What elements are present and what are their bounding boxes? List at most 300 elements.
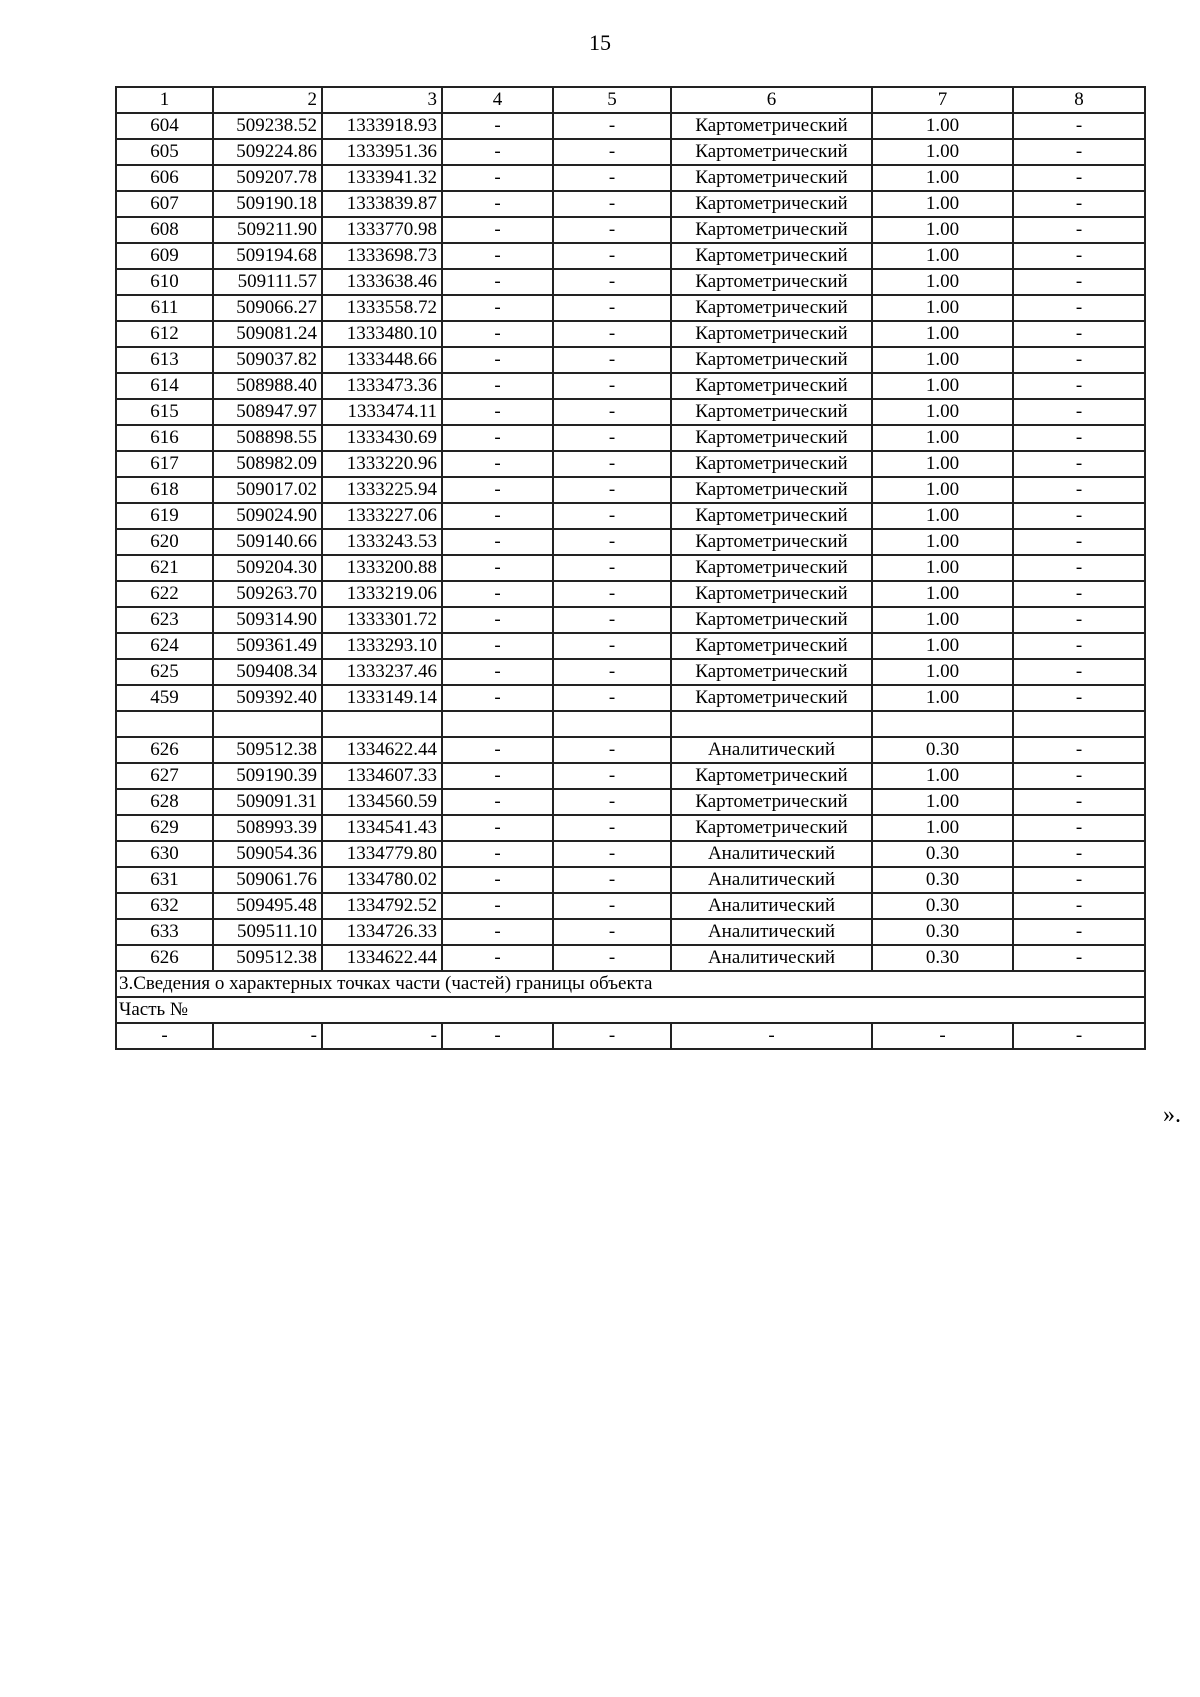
table-cell: 626 xyxy=(116,945,213,971)
table-cell: 509190.39 xyxy=(213,763,322,789)
table-cell: - xyxy=(442,347,553,373)
table-cell: 5 xyxy=(553,87,671,113)
table-cell: 2 xyxy=(213,87,322,113)
table-cell: - xyxy=(1013,347,1145,373)
table-cell: 0.30 xyxy=(872,893,1013,919)
table-cell: 618 xyxy=(116,477,213,503)
table-row xyxy=(116,945,1145,971)
table-cell: 626 xyxy=(116,737,213,763)
table-cell: - xyxy=(442,815,553,841)
table-cell: 608 xyxy=(116,217,213,243)
table-cell: - xyxy=(442,373,553,399)
table-cell: - xyxy=(1013,685,1145,711)
table-cell: 509194.68 xyxy=(213,243,322,269)
table-row xyxy=(116,243,1145,269)
table-cell: 509054.36 xyxy=(213,841,322,867)
table-cell: - xyxy=(442,503,553,529)
table-cell: - xyxy=(553,139,671,165)
table-cell: 1.00 xyxy=(872,113,1013,139)
table-cell: 1.00 xyxy=(872,217,1013,243)
table-cell: 1.00 xyxy=(872,451,1013,477)
table-cell: 1333149.14 xyxy=(322,685,442,711)
table-cell: 1333951.36 xyxy=(322,139,442,165)
table-cell: 509511.10 xyxy=(213,919,322,945)
table-cell: Картометрический xyxy=(671,763,872,789)
table-cell: - xyxy=(1013,763,1145,789)
table-cell: - xyxy=(553,321,671,347)
table-cell: - xyxy=(553,607,671,633)
table-cell: - xyxy=(1013,139,1145,165)
table-cell: Аналитический xyxy=(671,893,872,919)
table-cell: 1.00 xyxy=(872,295,1013,321)
table-cell: Картометрический xyxy=(671,659,872,685)
table-cell: 0.30 xyxy=(872,867,1013,893)
table-row xyxy=(116,217,1145,243)
table-cell: Аналитический xyxy=(671,945,872,971)
table-cell: 1.00 xyxy=(872,321,1013,347)
table-cell: 616 xyxy=(116,425,213,451)
table-cell: - xyxy=(1013,373,1145,399)
table-cell: Картометрический xyxy=(671,269,872,295)
table-cell: 617 xyxy=(116,451,213,477)
table-cell: 508993.39 xyxy=(213,815,322,841)
table-cell xyxy=(1013,711,1145,737)
table-cell: Картометрический xyxy=(671,815,872,841)
table-cell: - xyxy=(1013,529,1145,555)
table-cell: 622 xyxy=(116,581,213,607)
table-cell: - xyxy=(1013,581,1145,607)
table-cell: 509190.18 xyxy=(213,191,322,217)
table-cell: - xyxy=(1013,607,1145,633)
table-cell: - xyxy=(1013,841,1145,867)
table-row xyxy=(116,815,1145,841)
table-header-row xyxy=(116,87,1145,113)
table-cell: Картометрический xyxy=(671,607,872,633)
table-cell: - xyxy=(553,581,671,607)
table-cell: 509066.27 xyxy=(213,295,322,321)
table-cell: 614 xyxy=(116,373,213,399)
table-cell: - xyxy=(1013,893,1145,919)
table-cell: - xyxy=(553,1023,671,1049)
table-cell: - xyxy=(442,607,553,633)
table-cell: Картометрический xyxy=(671,399,872,425)
table-cell: 619 xyxy=(116,503,213,529)
table-cell: - xyxy=(553,451,671,477)
table-cell: 613 xyxy=(116,347,213,373)
table-cell: - xyxy=(1013,1023,1145,1049)
table-cell: 1.00 xyxy=(872,399,1013,425)
table-cell: 508982.09 xyxy=(213,451,322,477)
table-cell xyxy=(671,711,872,737)
section-title-row xyxy=(116,971,1145,997)
table-cell: 611 xyxy=(116,295,213,321)
table-cell: 1333638.46 xyxy=(322,269,442,295)
table-cell: 509024.90 xyxy=(213,503,322,529)
table-cell: - xyxy=(442,1023,553,1049)
table-cell: 459 xyxy=(116,685,213,711)
table-cell: - xyxy=(442,789,553,815)
table-cell: - xyxy=(442,581,553,607)
table-cell: 1.00 xyxy=(872,191,1013,217)
table-cell: - xyxy=(553,919,671,945)
table-cell: 1334779.80 xyxy=(322,841,442,867)
table-cell: 1333558.72 xyxy=(322,295,442,321)
table-cell: 1333770.98 xyxy=(322,217,442,243)
table-cell: 3 xyxy=(322,87,442,113)
table-cell: - xyxy=(442,191,553,217)
table-cell: Картометрический xyxy=(671,477,872,503)
table-row xyxy=(116,529,1145,555)
table-cell: - xyxy=(553,555,671,581)
table-cell: 509238.52 xyxy=(213,113,322,139)
table-cell xyxy=(553,711,671,737)
table-cell: 1.00 xyxy=(872,659,1013,685)
table-cell: 633 xyxy=(116,919,213,945)
table-cell: - xyxy=(553,373,671,399)
table-cell: Аналитический xyxy=(671,919,872,945)
table-cell: - xyxy=(442,841,553,867)
table-row xyxy=(116,503,1145,529)
table-cell: - xyxy=(1013,815,1145,841)
table-row xyxy=(116,893,1145,919)
table-cell: 620 xyxy=(116,529,213,555)
table-cell: 632 xyxy=(116,893,213,919)
table-cell: - xyxy=(553,477,671,503)
table-row xyxy=(116,841,1145,867)
table-cell: - xyxy=(442,243,553,269)
table-row xyxy=(116,581,1145,607)
table-cell: - xyxy=(1013,165,1145,191)
table-row xyxy=(116,191,1145,217)
table-separator-row xyxy=(116,711,1145,737)
table-cell: - xyxy=(1013,919,1145,945)
table-row xyxy=(116,113,1145,139)
table-cell: - xyxy=(1013,633,1145,659)
table-cell: 4 xyxy=(442,87,553,113)
table-cell: - xyxy=(1013,217,1145,243)
table-cell: - xyxy=(442,295,553,321)
table-cell: Картометрический xyxy=(671,321,872,347)
table-cell: 509207.78 xyxy=(213,165,322,191)
table-cell: 1333237.46 xyxy=(322,659,442,685)
table-cell: - xyxy=(1013,269,1145,295)
table-cell: - xyxy=(442,529,553,555)
table-row xyxy=(116,269,1145,295)
table-cell: 509512.38 xyxy=(213,737,322,763)
table-cell: - xyxy=(1013,659,1145,685)
table-cell: - xyxy=(442,451,553,477)
table-cell: - xyxy=(442,893,553,919)
table-cell: - xyxy=(553,867,671,893)
table-cell: Аналитический xyxy=(671,867,872,893)
table-cell: - xyxy=(553,425,671,451)
table-cell: 1.00 xyxy=(872,607,1013,633)
table-cell: - xyxy=(553,295,671,321)
table-cell: Картометрический xyxy=(671,139,872,165)
table-cell: Аналитический xyxy=(671,737,872,763)
table-cell: - xyxy=(553,815,671,841)
table-cell: - xyxy=(442,477,553,503)
table-cell: 1333430.69 xyxy=(322,425,442,451)
table-cell: - xyxy=(442,269,553,295)
table-cell: - xyxy=(442,399,553,425)
table-cell: - xyxy=(553,529,671,555)
table-cell xyxy=(213,711,322,737)
table-row xyxy=(116,347,1145,373)
table-cell: 509392.40 xyxy=(213,685,322,711)
table-row xyxy=(116,789,1145,815)
table-cell: - xyxy=(442,945,553,971)
table-cell: 0.30 xyxy=(872,945,1013,971)
table-cell: 1333698.73 xyxy=(322,243,442,269)
table-cell: 509211.90 xyxy=(213,217,322,243)
table-cell: 1.00 xyxy=(872,269,1013,295)
table-cell: - xyxy=(553,269,671,295)
table-cell: 509061.76 xyxy=(213,867,322,893)
table-cell: 1333839.87 xyxy=(322,191,442,217)
table-cell xyxy=(872,711,1013,737)
table-cell: - xyxy=(442,113,553,139)
table-cell: - xyxy=(1013,399,1145,425)
table-cell: 607 xyxy=(116,191,213,217)
table-cell: Картометрический xyxy=(671,503,872,529)
table-cell: - xyxy=(1013,477,1145,503)
table-cell: 624 xyxy=(116,633,213,659)
table-cell: - xyxy=(553,399,671,425)
table-cell: 509017.02 xyxy=(213,477,322,503)
table-cell: 7 xyxy=(872,87,1013,113)
table-cell: - xyxy=(1013,555,1145,581)
table-cell: - xyxy=(1013,789,1145,815)
table-row xyxy=(116,295,1145,321)
table-cell: 1333480.10 xyxy=(322,321,442,347)
table-cell: - xyxy=(553,841,671,867)
table-cell: Картометрический xyxy=(671,451,872,477)
table-cell: Картометрический xyxy=(671,165,872,191)
table-cell: - xyxy=(553,789,671,815)
table-row xyxy=(116,321,1145,347)
table-cell: - xyxy=(553,347,671,373)
table-cell: 509081.24 xyxy=(213,321,322,347)
table-cell: Картометрический xyxy=(671,529,872,555)
table-cell: 509111.57 xyxy=(213,269,322,295)
table-cell: 509140.66 xyxy=(213,529,322,555)
table-cell: - xyxy=(1013,113,1145,139)
table-cell: 610 xyxy=(116,269,213,295)
table-cell: - xyxy=(553,945,671,971)
closing-quote: ». xyxy=(1163,1102,1181,1128)
table-cell: 606 xyxy=(116,165,213,191)
table-cell: - xyxy=(442,867,553,893)
table-cell: - xyxy=(442,165,553,191)
page-number: 15 xyxy=(589,30,611,55)
table-cell: 1.00 xyxy=(872,139,1013,165)
table-row xyxy=(116,867,1145,893)
table-row xyxy=(116,919,1145,945)
table-cell: - xyxy=(553,113,671,139)
table-row xyxy=(116,425,1145,451)
table-cell: 509361.49 xyxy=(213,633,322,659)
table-cell: 1333941.32 xyxy=(322,165,442,191)
table-cell: - xyxy=(1013,867,1145,893)
table-cell: 1.00 xyxy=(872,763,1013,789)
table-cell xyxy=(116,711,213,737)
table-cell: - xyxy=(553,165,671,191)
table-row xyxy=(116,555,1145,581)
table-cell: Аналитический xyxy=(671,841,872,867)
table-cell: Картометрический xyxy=(671,191,872,217)
table-cell: 0.30 xyxy=(872,841,1013,867)
table-cell: 1.00 xyxy=(872,243,1013,269)
table-cell: 631 xyxy=(116,867,213,893)
table-row xyxy=(116,165,1145,191)
table-cell: - xyxy=(553,893,671,919)
table-cell: - xyxy=(442,321,553,347)
table-cell: 1.00 xyxy=(872,165,1013,191)
table-cell: 1333200.88 xyxy=(322,555,442,581)
table-cell: Картометрический xyxy=(671,425,872,451)
table-cell: Картометрический xyxy=(671,217,872,243)
table-cell: 1334560.59 xyxy=(322,789,442,815)
table-row xyxy=(116,139,1145,165)
table-cell: - xyxy=(442,737,553,763)
table-cell: 612 xyxy=(116,321,213,347)
table-cell: - xyxy=(442,685,553,711)
table-cell: - xyxy=(872,1023,1013,1049)
table-cell: 509091.31 xyxy=(213,789,322,815)
table-cell: - xyxy=(442,633,553,659)
table-cell: 508898.55 xyxy=(213,425,322,451)
table-cell: Картометрический xyxy=(671,113,872,139)
table-cell: 1334622.44 xyxy=(322,945,442,971)
table-row xyxy=(116,373,1145,399)
table-cell: 1333473.36 xyxy=(322,373,442,399)
table-cell: 1333227.06 xyxy=(322,503,442,529)
table-cell: 1333474.11 xyxy=(322,399,442,425)
table-cell: - xyxy=(553,633,671,659)
table-cell: - xyxy=(1013,295,1145,321)
table-cell: - xyxy=(442,763,553,789)
table-cell: - xyxy=(116,1023,213,1049)
table-cell: 1.00 xyxy=(872,815,1013,841)
table-cell: - xyxy=(553,659,671,685)
part-label-row xyxy=(116,997,1145,1023)
table-cell: Картометрический xyxy=(671,633,872,659)
table-cell: 1.00 xyxy=(872,425,1013,451)
table-cell: 1333225.94 xyxy=(322,477,442,503)
table-cell: - xyxy=(553,191,671,217)
table-cell: Картометрический xyxy=(671,789,872,815)
table-cell: - xyxy=(553,217,671,243)
table-cell: 1333220.96 xyxy=(322,451,442,477)
table-cell: - xyxy=(1013,191,1145,217)
table-cell: 1.00 xyxy=(872,503,1013,529)
table-cell xyxy=(442,711,553,737)
table-row xyxy=(116,633,1145,659)
table-cell: 0.30 xyxy=(872,737,1013,763)
table-cell: 625 xyxy=(116,659,213,685)
table-row xyxy=(116,685,1145,711)
table-cell: - xyxy=(1013,451,1145,477)
table-cell: 509204.30 xyxy=(213,555,322,581)
table-cell: 1333219.06 xyxy=(322,581,442,607)
table-row xyxy=(116,737,1145,763)
table-cell: 1.00 xyxy=(872,347,1013,373)
table-cell: 621 xyxy=(116,555,213,581)
coordinates-table xyxy=(115,86,1146,1050)
table-cell: 509263.70 xyxy=(213,581,322,607)
table-cell: 605 xyxy=(116,139,213,165)
table-cell: - xyxy=(553,685,671,711)
table-row xyxy=(116,399,1145,425)
table-cell: 1334607.33 xyxy=(322,763,442,789)
table-row xyxy=(116,451,1145,477)
table-cell: - xyxy=(442,425,553,451)
table-cell: 509512.38 xyxy=(213,945,322,971)
table-cell xyxy=(322,711,442,737)
table-cell: 1334622.44 xyxy=(322,737,442,763)
table-cell: 630 xyxy=(116,841,213,867)
table-cell: - xyxy=(1013,737,1145,763)
table-cell: 1.00 xyxy=(872,373,1013,399)
table-cell: - xyxy=(442,919,553,945)
table-cell: 1.00 xyxy=(872,633,1013,659)
table-cell: Картометрический xyxy=(671,347,872,373)
table-cell: - xyxy=(322,1023,442,1049)
table-cell: 1.00 xyxy=(872,789,1013,815)
table-cell: - xyxy=(1013,321,1145,347)
table-cell: 1333918.93 xyxy=(322,113,442,139)
table-cell: 1.00 xyxy=(872,685,1013,711)
table-cell: - xyxy=(442,139,553,165)
table-cell: - xyxy=(442,217,553,243)
table-row xyxy=(116,477,1145,503)
table-cell: 508988.40 xyxy=(213,373,322,399)
table-cell: 1334726.33 xyxy=(322,919,442,945)
table-cell: 627 xyxy=(116,763,213,789)
table-cell: - xyxy=(442,659,553,685)
table-cell: - xyxy=(1013,243,1145,269)
table-cell: 509037.82 xyxy=(213,347,322,373)
table-cell: - xyxy=(553,737,671,763)
table-cell: 509224.86 xyxy=(213,139,322,165)
table-cell: - xyxy=(1013,945,1145,971)
table-cell: 1334780.02 xyxy=(322,867,442,893)
table-cell: 623 xyxy=(116,607,213,633)
table-cell: Картометрический xyxy=(671,373,872,399)
table-cell: 1334792.52 xyxy=(322,893,442,919)
table-cell: 509495.48 xyxy=(213,893,322,919)
table-cell: 508947.97 xyxy=(213,399,322,425)
table-cell: 1.00 xyxy=(872,581,1013,607)
table-cell: 1.00 xyxy=(872,529,1013,555)
table-row xyxy=(116,763,1145,789)
table-cell: 628 xyxy=(116,789,213,815)
table-cell: Картометрический xyxy=(671,581,872,607)
table-cell: 629 xyxy=(116,815,213,841)
part-label-row-cell: Часть № xyxy=(116,997,1145,1023)
table-cell: - xyxy=(442,555,553,581)
table-cell: 604 xyxy=(116,113,213,139)
table-cell: - xyxy=(553,243,671,269)
table-row xyxy=(116,607,1145,633)
table-cell: - xyxy=(213,1023,322,1049)
table-cell: 1.00 xyxy=(872,477,1013,503)
table-cell: 1 xyxy=(116,87,213,113)
table-row xyxy=(116,659,1145,685)
table-cell: 1333301.72 xyxy=(322,607,442,633)
table-cell: 509408.34 xyxy=(213,659,322,685)
